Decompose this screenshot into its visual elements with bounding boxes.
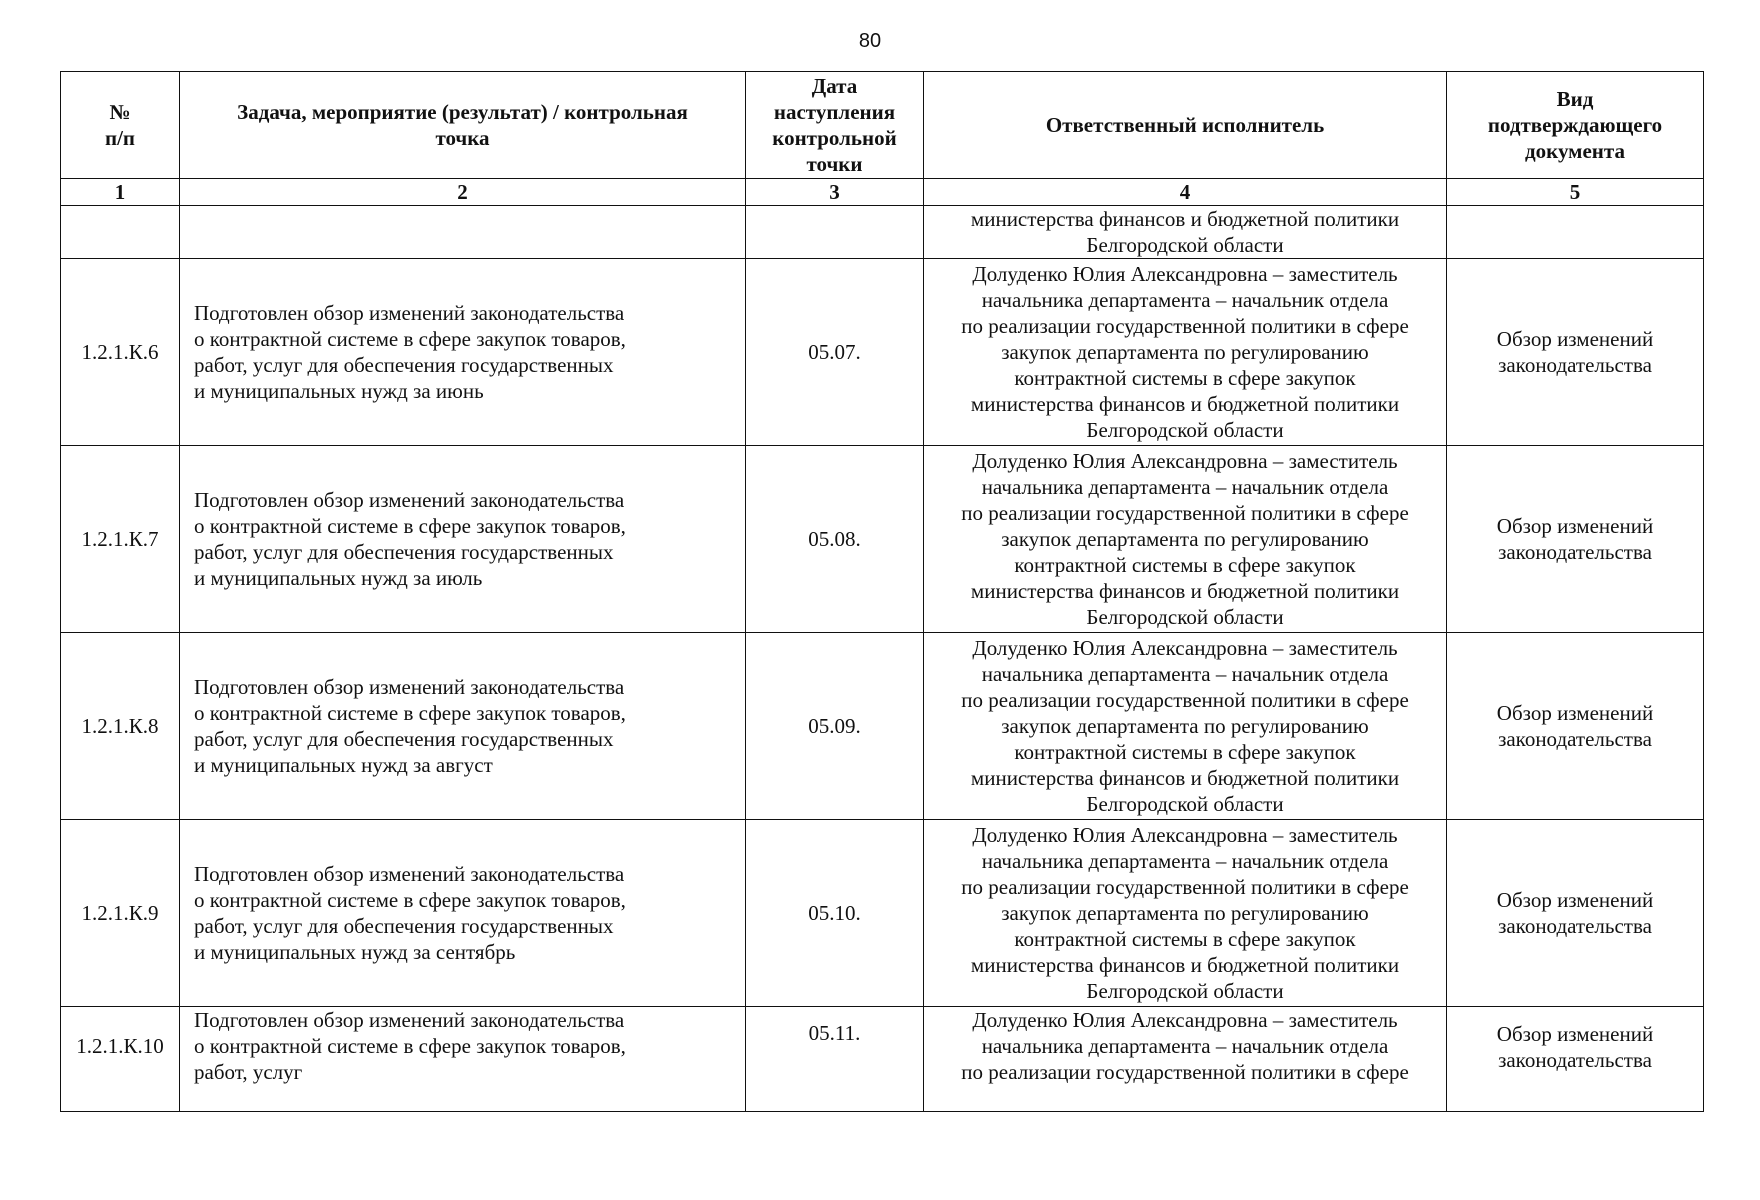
header-row <box>61 72 1704 179</box>
header-task: Задача, мероприятие (результат) / контрольная точка <box>180 72 746 179</box>
cell-num: 1.2.1.К.6 <box>61 259 180 446</box>
cell-doc: Обзор изменений законодательства <box>1447 1007 1704 1112</box>
table-row <box>61 446 1704 633</box>
cell-doc: Обзор изменений законодательства <box>1447 259 1704 446</box>
cell-task: Подготовлен обзор изменений законодательства о контрактной системе в сфере закупок товаров, работ, услуг для обеспечения государственных и муниципальных нужд за июнь <box>180 259 746 446</box>
cell-num: 1.2.1.К.9 <box>61 820 180 1007</box>
cell-num <box>61 206 180 259</box>
cell-date: 05.09. <box>746 633 924 820</box>
cell-executor: Долуденко Юлия Александровна – заместитель начальника департамента – начальник отдела по реализации государственной политики в сфере закупок департамента по регулированию контрактной системы в сфере закупок министерства финансов и бюджетной политики Белгородской области <box>924 259 1447 446</box>
column-number: 4 <box>924 179 1447 206</box>
cell-executor: Долуденко Юлия Александровна – заместитель начальника департамента – начальник отдела по реализации государственной политики в сфере <box>924 1007 1447 1112</box>
control-points-table <box>60 71 1704 1112</box>
column-number: 3 <box>746 179 924 206</box>
cell-date: 05.08. <box>746 446 924 633</box>
cell-doc: Обзор изменений законодательства <box>1447 446 1704 633</box>
header-date: Дата наступления контрольной точки <box>746 72 924 179</box>
column-numbers-row <box>61 179 1704 206</box>
cell-task: Подготовлен обзор изменений законодательства о контрактной системе в сфере закупок товаров, работ, услуг <box>180 1007 746 1112</box>
cell-date: 05.11. <box>746 1007 924 1112</box>
cell-date: 05.07. <box>746 259 924 446</box>
cell-task: Подготовлен обзор изменений законодательства о контрактной системе в сфере закупок товаров, работ, услуг для обеспечения государственных и муниципальных нужд за июль <box>180 446 746 633</box>
header-num: № п/п <box>61 72 180 179</box>
column-number: 5 <box>1447 179 1704 206</box>
cell-num: 1.2.1.К.7 <box>61 446 180 633</box>
continuation-row <box>61 206 1704 259</box>
cell-executor: министерства финансов и бюджетной политики Белгородской области <box>924 206 1447 259</box>
header-executor: Ответственный исполнитель <box>924 72 1447 179</box>
table-row <box>61 820 1704 1007</box>
header-doc: Вид подтверждающего документа <box>1447 72 1704 179</box>
cell-date: 05.10. <box>746 820 924 1007</box>
cell-date <box>746 206 924 259</box>
table-row <box>61 633 1704 820</box>
cell-num: 1.2.1.К.8 <box>61 633 180 820</box>
cell-num: 1.2.1.К.10 <box>61 1007 180 1112</box>
column-number: 1 <box>61 179 180 206</box>
cell-doc: Обзор изменений законодательства <box>1447 633 1704 820</box>
table-row <box>61 1007 1704 1112</box>
cell-doc <box>1447 206 1704 259</box>
cell-executor: Долуденко Юлия Александровна – заместитель начальника департамента – начальник отдела по реализации государственной политики в сфере закупок департамента по регулированию контрактной системы в сфере закупок министерства финансов и бюджетной политики Белгородской области <box>924 820 1447 1007</box>
cell-doc: Обзор изменений законодательства <box>1447 820 1704 1007</box>
table-row <box>61 259 1704 446</box>
cell-task: Подготовлен обзор изменений законодательства о контрактной системе в сфере закупок товаров, работ, услуг для обеспечения государственных и муниципальных нужд за сентябрь <box>180 820 746 1007</box>
column-number: 2 <box>180 179 746 206</box>
cell-task: Подготовлен обзор изменений законодательства о контрактной системе в сфере закупок товаров, работ, услуг для обеспечения государственных и муниципальных нужд за август <box>180 633 746 820</box>
cell-executor: Долуденко Юлия Александровна – заместитель начальника департамента – начальник отдела по реализации государственной политики в сфере закупок департамента по регулированию контрактной системы в сфере закупок министерства финансов и бюджетной политики Белгородской области <box>924 633 1447 820</box>
cell-executor: Долуденко Юлия Александровна – заместитель начальника департамента – начальник отдела по реализации государственной политики в сфере закупок департамента по регулированию контрактной системы в сфере закупок министерства финансов и бюджетной политики Белгородской области <box>924 446 1447 633</box>
page-number: 80 <box>858 30 882 52</box>
cell-task <box>180 206 746 259</box>
